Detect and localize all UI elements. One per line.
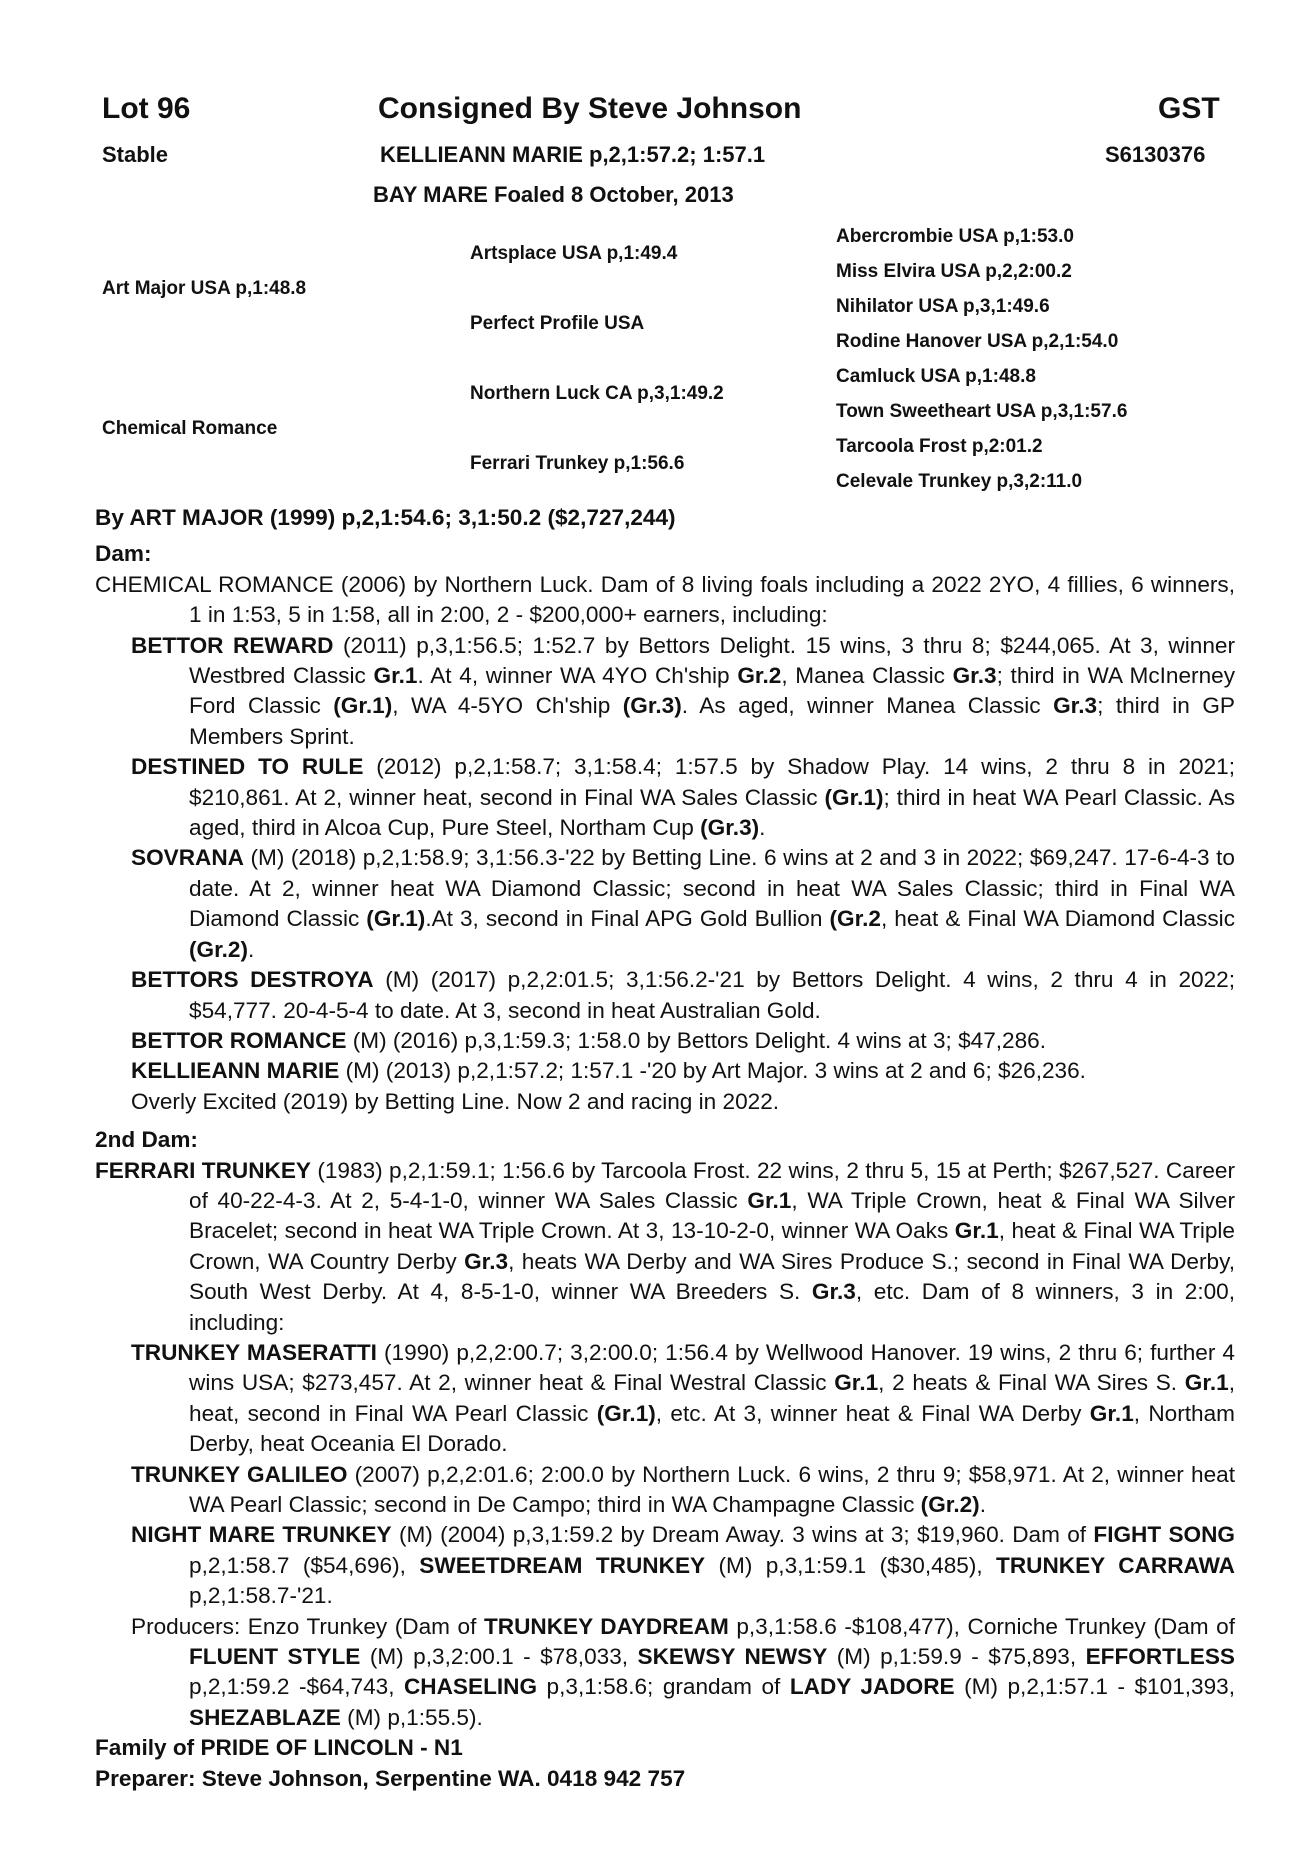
progeny-name: FLUENT STYLE bbox=[189, 1644, 361, 1670]
progeny-name: BETTOR ROMANCE bbox=[131, 1027, 347, 1053]
group-rating: Gr.2 bbox=[737, 663, 782, 689]
progeny-entry bbox=[95, 1520, 1235, 1611]
group-rating: Gr.3 bbox=[952, 663, 997, 689]
group-rating: (Gr.1) bbox=[824, 784, 884, 810]
text: (M) p,3,1:59.1 ($30,485), bbox=[705, 1552, 997, 1578]
text: (M) (2016) p,3,1:59.3; 1:58.0 by Bettors Delight. 4 wins at 3; $47,286. bbox=[346, 1027, 1047, 1053]
pedigree-sire: Art Major USA p,1:48.8 bbox=[102, 278, 307, 299]
catalogue-body bbox=[95, 503, 1235, 1794]
progeny-name: KELLIEANN MARIE bbox=[131, 1058, 340, 1084]
text: . As aged, winner Manea Classic bbox=[681, 693, 1054, 719]
text: (2012) p,2,1:58.7; 3,1:58.4; 1:57.5 by Shadow Play. 14 wins, 2 thru 8 in 2021; $210,861. At 2, winner heat, second in Final WA Sales Classic bbox=[189, 754, 1235, 810]
text: (M) p,2,1:57.1 - $101,393, bbox=[954, 1674, 1236, 1700]
text: (1990) p,2,2:00.7; 3,2:00.0; 1:56.4 by Wellwood Hanover. 19 wins, 2 thru 6; further 4 wins USA; $273,457. At 2, winner heat & Final Westral Classic bbox=[189, 1339, 1235, 1396]
progeny-entry bbox=[95, 752, 1235, 843]
progeny-name: BETTOR REWARD bbox=[131, 632, 334, 658]
text: . bbox=[759, 815, 766, 841]
progeny-name: TRUNKEY DAYDREAM bbox=[483, 1613, 729, 1639]
progeny-name: NIGHT MARE TRUNKEY bbox=[131, 1522, 392, 1548]
group-rating: Gr.3 bbox=[464, 1248, 509, 1274]
progeny-name: SOVRANA bbox=[131, 845, 244, 871]
text: , heat & Final WA Triple Crown, WA Country Derby bbox=[189, 1218, 1235, 1274]
progeny-entry bbox=[95, 631, 1235, 753]
group-rating: Gr.3 bbox=[1053, 693, 1098, 719]
family-line: Family of PRIDE OF LINCOLN - N1 bbox=[95, 1735, 463, 1761]
text: (M) (2017) p,2,2:01.5; 3,1:56.2-'21 by Bettors Delight. 4 wins, 2 thru 4 in 2022; $54,777. 20-4-5-4 to date. At 3, second in heat Australian Gold. bbox=[189, 967, 1235, 1023]
consignor: Consigned By Steve Johnson bbox=[378, 92, 802, 125]
text: (M) p,1:59.9 - $75,893, bbox=[827, 1644, 1086, 1670]
progeny-entry bbox=[95, 1056, 1235, 1086]
text: p,2,1:58.7-'21. bbox=[189, 1583, 333, 1609]
progeny-entry bbox=[95, 843, 1235, 965]
progeny-name: TRUNKEY CARRAWA bbox=[996, 1552, 1235, 1578]
group-rating: (Gr.1) bbox=[596, 1400, 656, 1426]
text: (M) (2018) p,2,1:58.9; 3,1:56.3-'22 by Betting Line. 6 wins at 2 and 3 in 2022; $69,247. 17-6-4-3 to date. At 2, winner heat WA Diamond Classic; second in heat WA Sales Classic; third in Final WA Diamond Classic bbox=[189, 845, 1235, 932]
pedigree-dam: Chemical Romance bbox=[102, 418, 278, 439]
progeny-name: CHASELING bbox=[403, 1674, 538, 1700]
progeny-name: DESTINED TO RULE bbox=[131, 754, 364, 780]
pedigree-gen3: Tarcoola Frost p,2:01.2 bbox=[836, 436, 1043, 457]
dam-intro: CHEMICAL ROMANCE (2006) by Northern Luck. Dam of 8 living foals including a 2022 2YO, 4 fillies, 6 winners, 1 in 1:53, 5 in 1:58, all in 2:00, 2 - $200,000+ earners, including: bbox=[95, 571, 1235, 628]
progeny-name: BETTORS DESTROYA bbox=[131, 967, 374, 993]
group-rating: Gr.1 bbox=[1089, 1400, 1134, 1426]
text: (M) p,1:55.5). bbox=[340, 1704, 483, 1730]
group-rating: Gr.1 bbox=[373, 663, 418, 689]
text: , Northam Derby, heat Oceania El Dorado. bbox=[189, 1400, 1235, 1457]
group-rating: (Gr.2) bbox=[920, 1492, 980, 1517]
progeny-name: LADY JADORE bbox=[789, 1674, 955, 1700]
progeny-entry bbox=[95, 1338, 1235, 1460]
group-rating: (Gr.2 bbox=[829, 906, 881, 932]
pedigree-gen3: Camluck USA p,1:48.8 bbox=[836, 366, 1036, 387]
horse-description: BAY MARE Foaled 8 October, 2013 bbox=[373, 182, 734, 207]
second-dam-label: 2nd Dam: bbox=[95, 1127, 198, 1153]
pedigree-gen3: Town Sweetheart USA p,3,1:57.6 bbox=[836, 401, 1128, 422]
text: p,3,1:58.6; grandam of bbox=[537, 1674, 790, 1700]
gst-label: GST bbox=[1158, 92, 1220, 125]
text: (1983) p,2,1:59.1; 1:56.6 by Tarcoola Frost. 22 wins, 2 thru 5, 15 at Perth; $267,527. Career of 40-22-4-3. At 2, 5-4-1-0, winner WA Sales Classic bbox=[189, 1157, 1235, 1213]
by-line: By ART MAJOR (1999) p,2,1:54.6; 3,1:50.2 ($2,727,244) bbox=[95, 505, 676, 530]
text: (M) p,3,2:00.1 - $78,033, bbox=[360, 1644, 638, 1670]
group-rating: Gr.1 bbox=[954, 1218, 999, 1244]
progeny-name: TRUNKEY MASERATTI bbox=[131, 1339, 377, 1365]
group-rating: Gr.1 bbox=[834, 1370, 879, 1396]
text: (2007) p,2,2:01.6; 2:00.0 by Northern Luck. 6 wins, 2 thru 9; $58,971. At 2, winner heat WA Pearl Classic; second in De Campo; third in WA Champagne Classic bbox=[189, 1461, 1235, 1517]
text: p,3,1:58.6 -$108,477), Corniche Trunkey (Dam of bbox=[728, 1613, 1236, 1639]
group-rating: (Gr.2) bbox=[189, 936, 249, 962]
progeny-entry bbox=[95, 965, 1235, 1026]
text: , Manea Classic bbox=[781, 663, 953, 689]
stable-label: Stable bbox=[102, 142, 169, 167]
pedigree-sire-dam: Perfect Profile USA bbox=[470, 313, 645, 334]
text: (M) (2004) p,3,1:59.2 by Dream Away. 3 wins at 3; $19,960. Dam of bbox=[391, 1522, 1094, 1548]
text: , heat, second in Final WA Pearl Classic bbox=[189, 1370, 1235, 1426]
group-rating: (Gr.3) bbox=[622, 693, 682, 719]
pedigree-dam-sire: Northern Luck CA p,3,1:49.2 bbox=[470, 383, 724, 404]
horse-title: KELLIEANN MARIE p,2,1:57.2; 1:57.1 bbox=[380, 142, 766, 167]
preparer-line: Preparer: Steve Johnson, Serpentine WA. 0418 942 757 bbox=[95, 1765, 686, 1791]
group-rating: Gr.1 bbox=[1184, 1370, 1229, 1396]
text: , etc. Dam of 8 winners, 3 in 2:00, including: bbox=[189, 1279, 1236, 1335]
progeny-entry: Overly Excited (2019) by Betting Line. Now 2 and racing in 2022. bbox=[131, 1088, 780, 1114]
group-rating: (Gr.1) bbox=[366, 906, 426, 932]
text: , 2 heats & Final WA Sires S. bbox=[878, 1370, 1185, 1396]
second-dam-intro bbox=[95, 1156, 1235, 1338]
progeny-name: SHEZABLAZE bbox=[189, 1704, 341, 1730]
pedigree-gen3: Nihilator USA p,3,1:49.6 bbox=[836, 296, 1050, 317]
group-rating: (Gr.1) bbox=[333, 693, 393, 719]
text: (M) (2013) p,2,1:57.2; 1:57.1 -'20 by Art Major. 3 wins at 2 and 6; $26,236. bbox=[339, 1058, 1086, 1084]
text: , heat & Final WA Diamond Classic bbox=[880, 906, 1235, 932]
text: , etc. At 3, winner heat & Final WA Derby bbox=[655, 1400, 1090, 1426]
progeny-name: SKEWSY NEWSY bbox=[637, 1644, 828, 1670]
group-rating: Gr.3 bbox=[811, 1279, 856, 1305]
progeny-name: SWEETDREAM TRUNKEY bbox=[419, 1552, 706, 1578]
producers-entry bbox=[95, 1612, 1235, 1734]
group-rating: Gr.1 bbox=[747, 1187, 792, 1213]
progeny-entry bbox=[95, 1460, 1235, 1521]
text: Producers: Enzo Trunkey (Dam of bbox=[131, 1613, 484, 1639]
lot-number: Lot 96 bbox=[102, 92, 191, 125]
text: .At 3, second in Final APG Gold Bullion bbox=[425, 906, 830, 932]
dam-label: Dam: bbox=[95, 541, 152, 567]
text: ; third in WA McInerney Ford Classic bbox=[189, 663, 1235, 719]
text: . bbox=[248, 936, 255, 962]
pedigree-gen3: Abercrombie USA p,1:53.0 bbox=[836, 226, 1074, 247]
progeny-name: FIGHT SONG bbox=[1093, 1522, 1236, 1548]
progeny-name: TRUNKEY GALILEO bbox=[131, 1461, 348, 1487]
text: ; third in heat WA Pearl Classic. As aged, third in Alcoa Cup, Pure Steel, Northam Cup bbox=[189, 784, 1235, 841]
progeny-name: EFFORTLESS bbox=[1085, 1644, 1235, 1670]
text: , WA Triple Crown, heat & Final WA Silver Bracelet; second in heat WA Triple Crown. At 3, 13-10-2-0, winner WA Oaks bbox=[189, 1187, 1235, 1244]
text: , WA 4-5YO Ch'ship bbox=[392, 693, 623, 719]
text: (2011) p,3,1:56.5; 1:52.7 by Bettors Delight. 15 wins, 3 thru 8; $244,065. At 3, winner Westbred Classic bbox=[189, 632, 1235, 689]
pedigree-gen3: Rodine Hanover USA p,2,1:54.0 bbox=[836, 331, 1119, 352]
pedigree-gen3: Celevale Trunkey p,3,2:11.0 bbox=[836, 471, 1083, 492]
text: p,2,1:58.7 ($54,696), bbox=[189, 1552, 420, 1578]
pedigree-sire-sire: Artsplace USA p,1:49.4 bbox=[470, 243, 678, 264]
group-rating: (Gr.3) bbox=[700, 815, 760, 841]
pedigree-gen3: Miss Elvira USA p,2,2:00.2 bbox=[836, 261, 1072, 282]
text: ; third in GP Members Sprint. bbox=[189, 693, 1235, 749]
progeny-entry bbox=[95, 1026, 1235, 1056]
text: , heats WA Derby and WA Sires Produce S.; second in Final WA Derby, South West Derby. At 4, 8-5-1-0, winner WA Breeders S. bbox=[189, 1248, 1235, 1305]
second-dam-name: FERRARI TRUNKEY bbox=[95, 1157, 311, 1183]
text: . At 4, winner WA 4YO Ch'ship bbox=[417, 663, 738, 689]
text: . bbox=[979, 1492, 986, 1517]
pedigree-dam-dam: Ferrari Trunkey p,1:56.6 bbox=[470, 453, 685, 474]
horse-code: S6130376 bbox=[1105, 142, 1206, 167]
text: p,2,1:59.2 -$64,743, bbox=[189, 1674, 404, 1700]
